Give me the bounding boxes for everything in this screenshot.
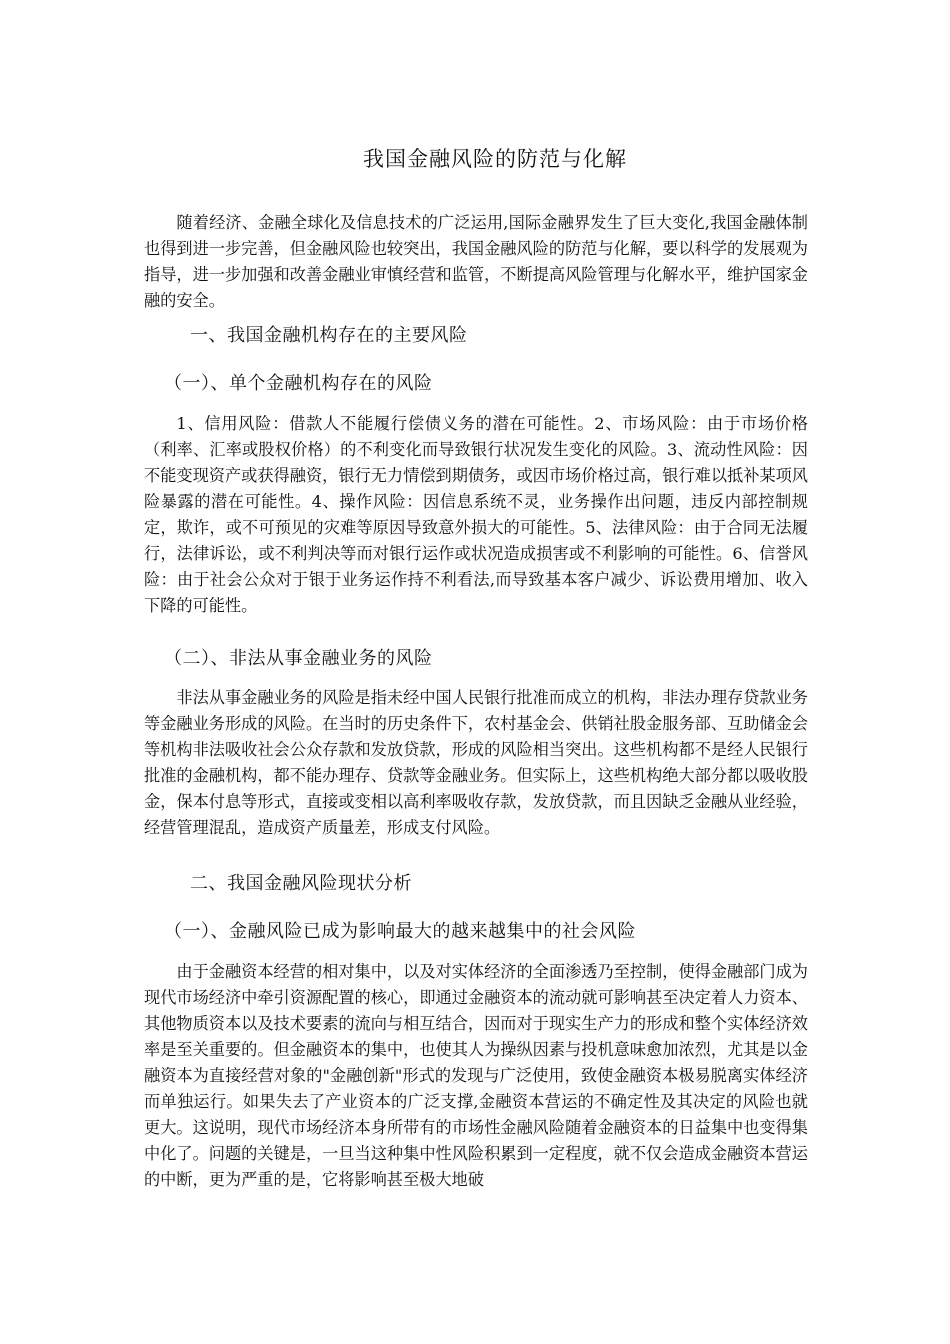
section-1-2-body: 非法从事金融业务的风险是指未经中国人民银行批准而成立的机构，非法办理存贷款业务等金融业务形成的风险。在当时的历史条件下，农村基金会、供销社股金服务部、互助储金会等机构非法吸收社会公众存款和发放贷款，形成的风险相当突出。这些机构都不是经人民银行批准的金融机构，都不能办理存、贷款等金融业务。但实际上，这些机构绝大部分都以吸收股金，保本付息等形式，直接或变相以高利率吸收存款，发放贷款，而且因缺乏金融从业经验，经营管理混乱，造成资产质量差，形成支付风险。 [144, 688, 808, 837]
section-1-1-body: 1、信用风险：借款人不能履行偿债义务的潜在可能性。2、市场风险：由于市场价格（利率、汇率或股权价格）的不利变化而导致银行状况发生变化的风险。3、流动性风险：因不能变现资产或获得融资，银行无力情偿到期债务，或因市场价格过高，银行难以抵补某项风险暴露的潜在可能性。4、操作风险：因信息系统不灵，业务操作出问题，违反内部控制规定，欺诈，或不可预见的灾难等原因导致意外损大的可能性。5、法律风险：由于合同无法履行，法律诉讼，或不利判决等而对银行运作或状况造成损害或不利影响的可能性。6、信誉风险：由于社会公众对于银于业务运作持不利看法,而导致基本客户减少、诉讼费用增加、收入下降的可能性。 [144, 414, 808, 615]
section-1-1-heading: （一）、单个金融机构存在的风险 [164, 373, 433, 394]
section-1-heading: 一、我国金融机构存在的主要风险 [190, 325, 468, 346]
section-2-1-body: 由于金融资本经营的相对集中，以及对实体经济的全面渗透乃至控制，使得金融部门成为现代市场经济中牵引资源配置的核心，即通过金融资本的流动就可影响甚至决定着人力资本、其他物质资本以及技术要素的流向与相互结合，因而对于现实生产力的形成和整个实体经济效率是至关重要的。但金融资本的集中，也使其人为操纵因素与投机意味愈加浓烈，尤其是以金融资本为直接经营对象的"金融创新"形式的发现与广泛使用，致使金融资本极易脱离实体经济而单独运行。如果失去了产业资本的广泛支撑,金融资本营运的不确定性及其决定的风险也就更大。这说明，现代市场经济本身所带有的市场性金融风险随着金融资本的日益集中也变得集中化了。问题的关键是，一旦当这种集中性风险积累到一定程度，就不仅会造成金融资本营运的中断，更为严重的是，它将影响甚至极大地破 [144, 962, 808, 1189]
document-title: 我国金融风险的防范与化解 [363, 147, 627, 171]
section-2-1-heading: （一）、金融风险已成为影响最大的越来越集中的社会风险 [164, 921, 636, 942]
section-1-2-heading: （二）、非法从事金融业务的风险 [164, 648, 433, 669]
section-2-heading: 二、我国金融风险现状分析 [190, 873, 412, 894]
intro-paragraph: 随着经济、金融全球化及信息技术的广泛运用,国际金融界发生了巨大变化,我国金融体制也得到进一步完善，但金融风险也较突出，我国金融风险的防范与化解，要以科学的发展观为指导，进一步加强和改善金融业审慎经营和监管，不断提高风险管理与化解水平，维护国家金融的安全。 [144, 213, 808, 310]
